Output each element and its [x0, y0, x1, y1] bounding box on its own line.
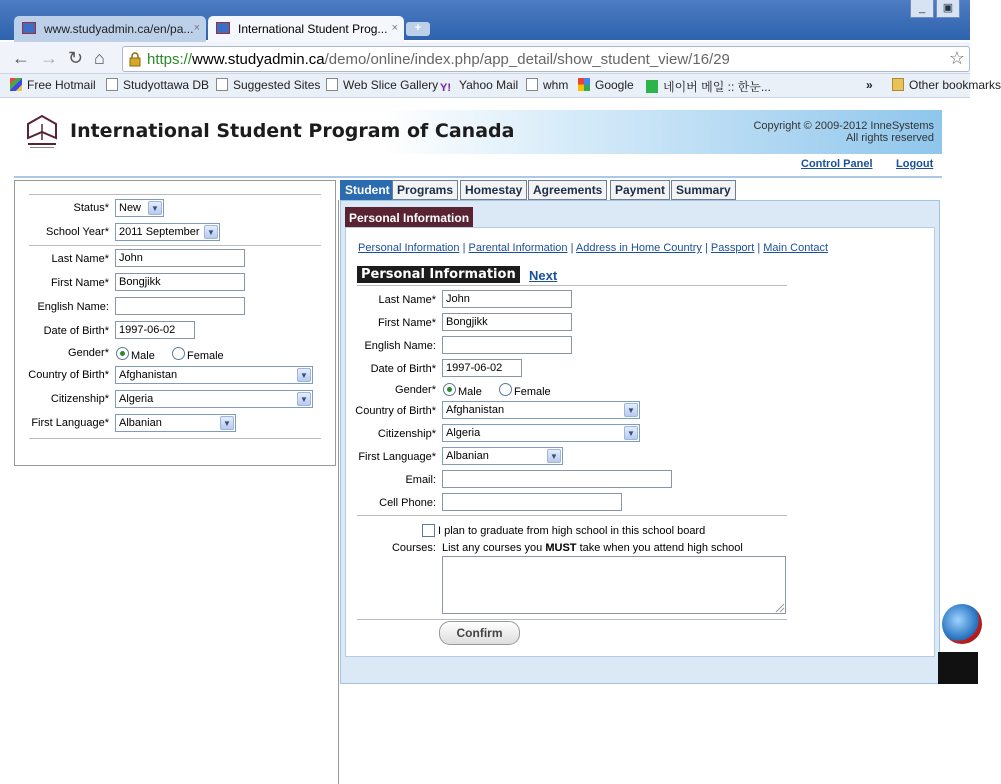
chevron-down-icon: ▼ [297, 368, 311, 382]
link-main-contact[interactable]: Main Contact [763, 242, 829, 254]
citizenship-label: Citizenship* [377, 428, 436, 440]
last-name-field[interactable]: John [115, 249, 245, 267]
link-parental-information[interactable]: Parental Information [468, 242, 568, 254]
first-name-label: First Name* [50, 277, 109, 289]
section-heading: Personal Information [357, 266, 520, 283]
tab-homestay[interactable]: Homestay [460, 180, 527, 200]
minimize-icon[interactable]: _ [910, 0, 934, 18]
page-icon [326, 78, 338, 91]
first-language-label: First Language* [358, 451, 436, 463]
close-tab-icon[interactable]: × [391, 22, 398, 34]
student-summary-panel [14, 180, 336, 466]
country-label: Country of Birth* [28, 369, 109, 381]
tab-label: International Student Prog... [238, 22, 388, 36]
last-name-field[interactable]: John [442, 290, 572, 308]
bookmarks-bar [0, 74, 1001, 98]
separator: | [462, 242, 466, 254]
cell-phone-label: Cell Phone: [379, 497, 436, 509]
confirm-button[interactable]: Confirm [439, 621, 520, 645]
school-year-label: School Year* [46, 226, 109, 238]
dob-label: Date of Birth* [370, 363, 436, 375]
english-name-field[interactable] [442, 336, 572, 354]
page-icon [216, 78, 228, 91]
mail-icon [646, 80, 658, 93]
citizenship-select[interactable]: Algeria ▼ [115, 390, 313, 408]
browser-tab-active[interactable] [208, 16, 404, 42]
country-select[interactable]: Afghanistan ▼ [115, 366, 313, 384]
forward-arrow-icon[interactable]: → [40, 48, 58, 68]
first-name-field[interactable]: Bongjikk [115, 273, 245, 291]
bookmark-other-bookmarks[interactable]: Other bookmarks [892, 78, 1001, 92]
tab-label: www.studyadmin.ca/en/pa... [44, 22, 194, 36]
gender-female-radio[interactable] [172, 347, 185, 360]
chevron-down-icon: ▼ [624, 426, 638, 440]
graduate-checkbox-label: I plan to graduate from high school in this school board [438, 525, 706, 537]
divider [357, 619, 787, 620]
next-link[interactable]: Next [529, 268, 558, 283]
browser-tab-strip [0, 0, 970, 40]
browser-tab-studyadmin[interactable] [14, 16, 206, 42]
divider [29, 438, 321, 439]
gender-label: Gender* [395, 384, 436, 396]
top-links-bar [14, 154, 942, 178]
link-passport[interactable]: Passport [710, 242, 755, 254]
logout-link[interactable]: Logout [896, 158, 934, 170]
web-page [0, 100, 970, 684]
page-favicon-icon [216, 22, 230, 34]
tab-programs[interactable]: Programs [392, 180, 458, 200]
status-select[interactable]: New ▼ [115, 199, 164, 217]
chevron-down-icon: ▼ [204, 225, 218, 239]
separator: | [757, 242, 761, 254]
section-tab-personal-information[interactable]: Personal Information [345, 207, 473, 229]
tab-agreements[interactable]: Agreements [528, 180, 607, 200]
tab-student[interactable]: Student [340, 180, 395, 200]
bookmark-free-hotmail[interactable]: Free Hotmail [10, 78, 96, 92]
back-arrow-icon[interactable]: ← [12, 48, 30, 68]
gender-male-radio[interactable] [443, 383, 456, 396]
school-year-select[interactable]: 2011 September ▼ [115, 223, 220, 241]
separator: | [570, 242, 574, 254]
column-divider [338, 200, 339, 784]
citizenship-label: Citizenship* [50, 393, 109, 405]
first-language-label: First Language* [31, 417, 109, 429]
page-favicon-icon [22, 22, 36, 34]
url-text: https://www.studyadmin.ca/demo/online/index.php/app_detail/show_student_view/16/29 [147, 51, 730, 68]
bookmark-google[interactable]: Google [578, 78, 634, 92]
copyright-notice: Copyright © 2009-2012 InneSystems All rights reserved [753, 120, 934, 144]
dob-label: Date of Birth* [43, 325, 109, 337]
google-logo-icon [578, 78, 590, 91]
form-area [345, 227, 935, 657]
control-panel-link[interactable]: Control Panel [801, 158, 873, 170]
citizenship-select[interactable]: Algeria ▼ [442, 424, 640, 442]
bookmark-whm[interactable]: whm [526, 78, 568, 92]
courses-hint: List any courses you MUST take when you attend high school [442, 542, 743, 554]
folder-icon [892, 78, 904, 91]
divider [29, 194, 321, 195]
bookmark-suggested-sites[interactable]: Suggested Sites [216, 78, 320, 92]
chevron-down-icon: ▼ [220, 416, 234, 430]
new-tab-button[interactable]: + [406, 22, 430, 36]
gender-male-radio[interactable] [116, 347, 129, 360]
page-icon [106, 78, 118, 91]
site-title: International Student Program of Canada [70, 120, 515, 142]
bookmark-web-slice-gallery[interactable]: Web Slice Gallery [326, 78, 438, 92]
female-label: Female [514, 386, 551, 398]
last-name-label: Last Name* [51, 253, 109, 265]
bookmark-yahoo-mail[interactable]: Y! Yahoo Mail [440, 78, 519, 94]
female-label: Female [187, 350, 224, 362]
first-language-select[interactable]: Albanian ▼ [442, 447, 563, 465]
chevron-down-icon: ▼ [547, 449, 561, 463]
chevron-down-icon: ▼ [624, 403, 638, 417]
country-select[interactable]: Afghanistan ▼ [442, 401, 640, 419]
bookmarks-overflow-chevron-icon[interactable]: » [866, 78, 873, 92]
english-name-label: English Name: [37, 301, 109, 313]
security-badge-logo [938, 600, 970, 684]
windows-logo-icon [10, 78, 22, 91]
english-name-label: English Name: [364, 340, 436, 352]
last-name-label: Last Name* [378, 294, 436, 306]
close-tab-icon[interactable]: × [193, 22, 200, 34]
site-header [14, 110, 942, 154]
separator: | [704, 242, 708, 254]
courses-label: Courses: [391, 542, 436, 554]
first-name-label: First Name* [377, 317, 436, 329]
dob-field[interactable]: 1997-06-02 [442, 359, 522, 377]
male-label: Male [131, 350, 155, 362]
maximize-icon[interactable]: ▣ [936, 0, 960, 18]
yahoo-logo-icon: Y! [440, 82, 451, 94]
bookmark-star-icon[interactable]: ☆ [948, 48, 965, 68]
email-field[interactable] [442, 470, 672, 488]
status-label: Status* [73, 202, 109, 214]
home-icon[interactable]: ⌂ [94, 48, 105, 68]
english-name-field[interactable] [115, 297, 245, 315]
email-label: Email: [405, 474, 436, 486]
first-language-select[interactable]: Albanian ▼ [115, 414, 236, 432]
gender-female-radio[interactable] [499, 383, 512, 396]
divider [357, 515, 787, 516]
chevron-down-icon: ▼ [297, 392, 311, 406]
tab-summary[interactable]: Summary [671, 180, 736, 200]
bookmark-studyottawa-db[interactable]: Studyottawa DB [106, 78, 209, 92]
lock-icon [129, 52, 141, 66]
address-bar[interactable] [122, 46, 970, 72]
section-links [358, 242, 828, 254]
dob-field[interactable]: 1997-06-02 [115, 321, 195, 339]
first-name-field[interactable]: Bongjikk [442, 313, 572, 331]
reload-icon[interactable]: ↻ [68, 48, 84, 68]
chevron-down-icon: ▼ [148, 201, 162, 215]
gender-label: Gender* [68, 347, 109, 359]
courses-textarea[interactable] [442, 556, 786, 614]
resize-grip-icon[interactable] [776, 604, 784, 612]
divider [357, 285, 787, 286]
tab-payment[interactable]: Payment [610, 180, 670, 200]
student-detail-panel [340, 200, 940, 684]
link-address-home-country[interactable]: Address in Home Country [575, 242, 702, 254]
graduate-checkbox[interactable] [422, 524, 435, 537]
bookmark-naver-mail[interactable]: 네이버 메일 :: 한눈... [646, 78, 771, 95]
male-label: Male [458, 386, 482, 398]
school-board-logo [22, 112, 62, 152]
cell-phone-field[interactable] [442, 493, 622, 511]
link-personal-information[interactable]: Personal Information [358, 242, 460, 254]
page-icon [526, 78, 538, 91]
country-label: Country of Birth* [355, 405, 436, 417]
divider [29, 245, 321, 246]
